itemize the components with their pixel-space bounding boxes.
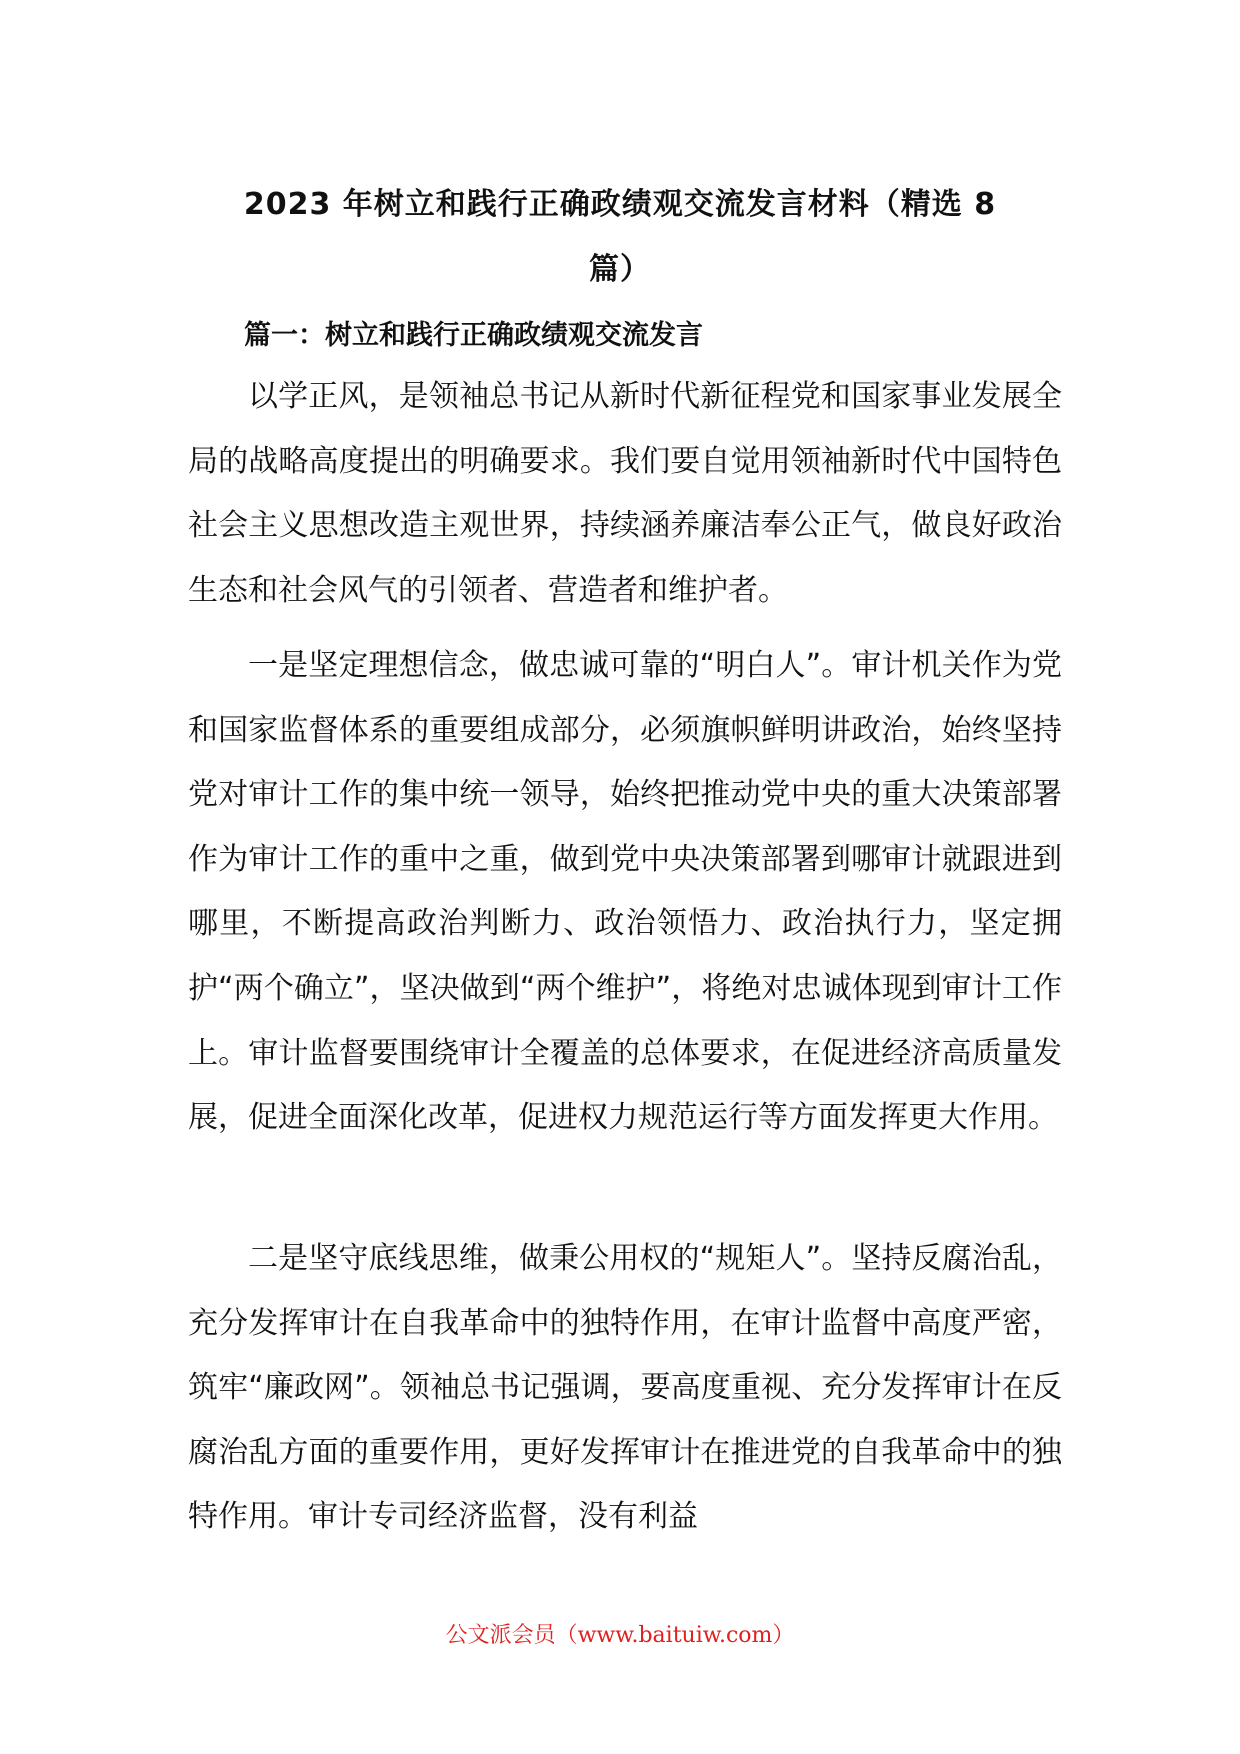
body-paragraph-3: 二是坚守底线思维，做秉公用权的“规矩人”。坚持反腐治乱，充分发挥审计在自我革命中的独特作用，在审计监督中高度严密，筑牢“廉政网”。领袖总书记强调，要高度重视、充分发挥审计在反腐治乱方面的重要作用，更好发挥审计在推进党的自我革命中的独特作用。审计专司经济监督，没有利益 [188, 1241, 1062, 1535]
body-paragraph-1: 以学正风，是领袖总书记从新时代新征程党和国家事业发展全局的战略高度提出的明确要求。我们要自觉用领袖新时代中国特色社会主义思想改造主观世界，持续涵养廉洁奉公正气，做良好政治生态和社会风气的引领者、营造者和维护者。 [188, 379, 1062, 608]
document-title-line-1: 2023 年树立和践行正确政绩观交流发言材料（精选 8 [243, 187, 997, 222]
document-title-line-2: 篇） [589, 252, 651, 287]
section-heading: 篇一：树立和践行正确政绩观交流发言 [244, 320, 703, 351]
body-paragraph-2: 一是坚定理想信念，做忠诚可靠的“明白人”。审计机关作为党和国家监督体系的重要组成部分，必须旗帜鲜明讲政治，始终坚持党对审计工作的集中统一领导，始终把推动党中央的重大决策部署作为审计工作的重中之重，做到党中央决策部署到哪审计就跟进到哪里，不断提高政治判断力、政治领悟力、政治执行力，坚定拥护“两个确立”，坚决做到“两个维护”，将绝对忠诚体现到审计工作上。审计监督要围绕审计全覆盖的总体要求，在促进经济高质量发展，促进全面深化改革，促进权力规范运行等方面发挥更大作用。 [188, 648, 1062, 1136]
footer-watermark-text: 公文派会员（www.baituiw.com） [445, 1623, 795, 1648]
